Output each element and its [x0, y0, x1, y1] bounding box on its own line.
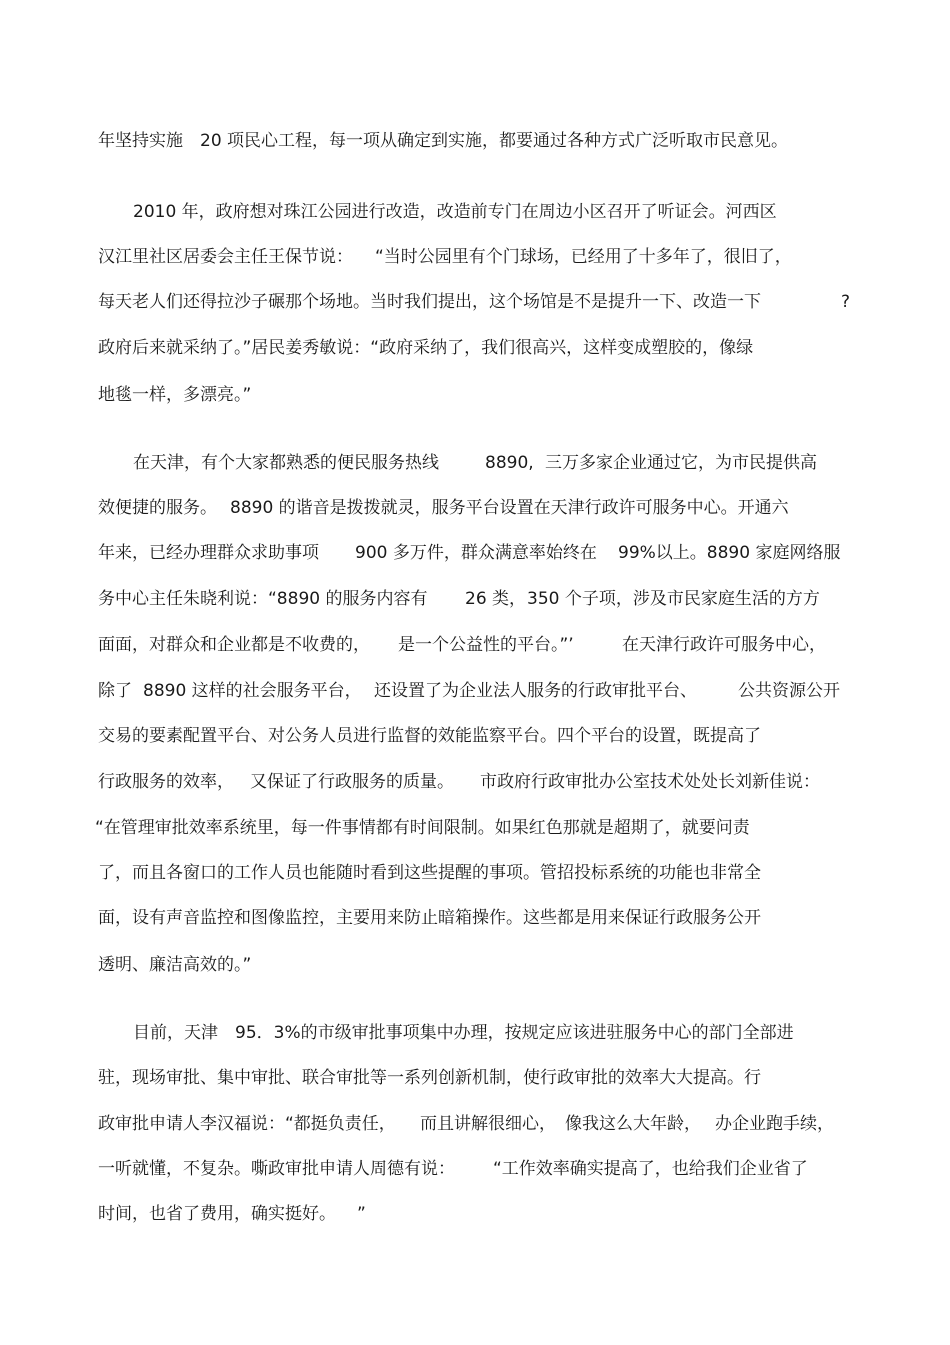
text-segment: 三万多家企业通过它，为市民提供高: [545, 453, 817, 473]
text-line: [0, 199, 950, 225]
text-segment: ”: [357, 1204, 366, 1224]
text-segment: 8890 这样的社会服务平台，: [143, 681, 362, 701]
text-segment: 每天老人们还得拉沙子碾那个场地。当时我们提出，这个场馆是不是提升一下、改造一下: [98, 292, 761, 312]
text-line: [0, 335, 950, 361]
text-segment: 汉江里社区居委会主任王保节说：: [98, 247, 353, 267]
text-segment: 一听就懂，不复杂。嘶政审批申请人周德有说：: [98, 1159, 455, 1179]
text-segment: 面面，对群众和企业都是不收费的，: [98, 635, 370, 655]
text-line: [0, 678, 950, 704]
text-line: [0, 540, 950, 566]
text-segment: “在管理审批效率系统里，每一件事情都有时间限制。如果红色那就是超期了，就要问责: [95, 818, 750, 838]
text-segment: 2010 年，政府想对珠江公园进行改造，改造前专门在周边小区召开了听证会。河西区: [133, 202, 777, 222]
text-line: [0, 495, 950, 521]
text-line: [0, 815, 950, 841]
text-segment: 务中心主任朱晓利说：“8890 的服务内容有: [98, 589, 428, 609]
text-segment: 8890,: [485, 453, 534, 473]
text-segment: 95．3%的市级审批事项集中办理，按规定应该进驻服务中心的部门全部进: [235, 1023, 794, 1043]
text-segment: 政审批申请人李汉福说：“都挺负责任，: [98, 1114, 396, 1134]
text-segment: 在天津行政许可服务中心，: [622, 635, 826, 655]
text-line: [0, 450, 950, 476]
text-segment: 时间，也省了费用，确实挺好。: [98, 1204, 336, 1224]
text-line: [0, 1201, 950, 1227]
text-line: [0, 586, 950, 612]
text-segment: 行政服务的效率，: [98, 772, 234, 792]
text-segment: 8890 的谐音是拨拨就灵，服务平台设置在天津行政许可服务中心。开通六: [230, 498, 789, 518]
text-line: [0, 1065, 950, 1091]
text-segment: 透明、廉洁高效的。”: [98, 955, 252, 975]
text-segment: “当时公园里有个门球场，已经用了十多年了，很旧了，: [375, 247, 792, 267]
text-segment: 是一个公益性的平台。”’: [398, 635, 574, 655]
text-segment: 在天津，有个大家都熟悉的便民服务热线: [133, 453, 439, 473]
text-segment: 目前，天津: [133, 1023, 218, 1043]
text-line: [0, 289, 950, 315]
text-segment: 交易的要素配置平台、对公务人员进行监督的效能监察平台。四个平台的设置，既提高了: [98, 726, 761, 746]
text-line: [0, 128, 950, 154]
text-segment: 350 个子项，涉及市民家庭生活的方方: [527, 589, 820, 609]
text-line: [0, 860, 950, 886]
text-segment: 效便捷的服务。: [98, 498, 217, 518]
text-line: [0, 382, 950, 408]
text-segment: 了，而且各窗口的工作人员也能随时看到这些提醒的事项。管招投标系统的功能也非常全: [98, 863, 761, 883]
text-segment: 驻，现场审批、集中审批、联合审批等一系列创新机制，使行政审批的效率大大提高。行: [98, 1068, 761, 1088]
text-segment: 地毯一样，多漂亮。”: [98, 385, 252, 405]
text-segment: 20 项民心工程，每一项从确定到实施，都要通过各种方式广泛听取市民意见。: [200, 131, 789, 151]
text-segment: 办企业跑手续，: [715, 1114, 834, 1134]
text-line: [0, 1020, 950, 1046]
text-line: [0, 1111, 950, 1137]
text-segment: 公共资源公开: [738, 681, 840, 701]
text-line: [0, 632, 950, 658]
text-segment: 年坚持实施: [98, 131, 183, 151]
text-line: [0, 1156, 950, 1182]
text-segment: 市政府行政审批办公室技术处处长刘新佳说：: [480, 772, 820, 792]
text-segment: 除了: [98, 681, 132, 701]
text-segment: 99%以上。8890 家庭网络服: [618, 543, 841, 563]
text-line: [0, 244, 950, 270]
text-segment: 政府后来就采纳了。”居民姜秀敏说：“政府采纳了，我们很高兴，这样变成塑胶的，像绿: [98, 338, 754, 358]
text-segment: “工作效率确实提高了，也给我们企业省了: [493, 1159, 808, 1179]
text-line: [0, 769, 950, 795]
text-line: [0, 905, 950, 931]
text-segment: 像我这么大年龄，: [565, 1114, 701, 1134]
text-segment: 年来，已经办理群众求助事项: [98, 543, 319, 563]
text-segment: 面，设有声音监控和图像监控，主要用来防止暗箱操作。这些都是用来保证行政服务公开: [98, 908, 761, 928]
text-line: [0, 952, 950, 978]
text-segment: ?: [841, 292, 851, 312]
text-segment: 900 多万件，群众满意率始终在: [355, 543, 597, 563]
text-segment: 还设置了为企业法人服务的行政审批平台、: [374, 681, 697, 701]
text-segment: 又保证了行政服务的质量。: [250, 772, 454, 792]
text-line: [0, 723, 950, 749]
text-segment: 而且讲解很细心，: [420, 1114, 556, 1134]
text-segment: 26 类，: [465, 589, 527, 609]
